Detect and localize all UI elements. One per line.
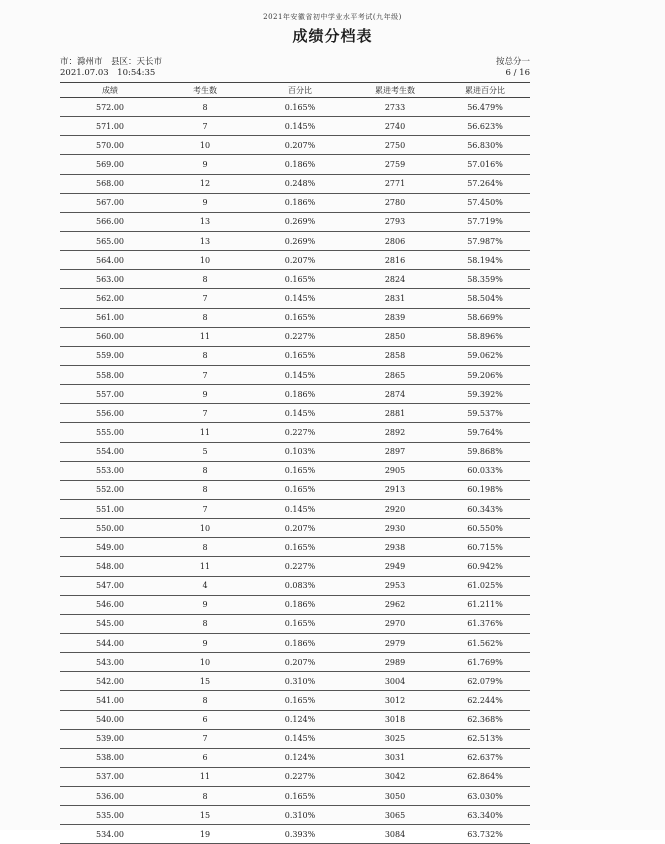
percent-cell: 0.207% [284,140,316,150]
percent-cell: 0.145% [284,504,316,514]
percent-cell: 0.227% [284,772,316,782]
percent-cell: 0.145% [284,293,316,303]
count-cell: 10 [199,523,211,533]
score-cell: 569.00 [96,159,124,169]
count-cell: 10 [199,140,211,150]
table-row [60,155,530,174]
table-row [60,462,530,481]
count-cell: 5 [202,447,208,457]
percent-cell: 0.165% [284,102,316,112]
cumulative-percent-cell: 59.764% [467,427,503,437]
score-cell: 559.00 [96,351,124,361]
cumulative-count-cell: 3065 [384,810,406,820]
cumulative-count-cell: 2793 [384,217,406,227]
count-cell: 15 [199,810,211,820]
cumulative-count-cell: 3050 [384,791,406,801]
percent-cell: 0.083% [284,581,316,591]
cumulative-count-cell: 3042 [384,772,406,782]
cumulative-percent-cell: 60.033% [467,466,503,476]
cumulative-percent-cell: 58.359% [467,274,503,284]
header-cumulative-count: 累进考生数 [375,85,415,95]
percent-cell: 0.165% [284,351,316,361]
cumulative-percent-cell: 58.896% [467,332,503,342]
table-row [60,596,530,615]
count-cell: 8 [202,466,208,476]
score-cell: 554.00 [96,447,124,457]
percent-cell: 0.186% [284,600,316,610]
score-cell: 540.00 [96,715,124,725]
table-row [60,194,530,213]
cumulative-count-cell: 3012 [384,695,406,705]
score-cell: 547.00 [96,581,124,591]
percent-cell: 0.145% [284,370,316,380]
percent-cell: 0.248% [284,179,316,189]
table-row [60,749,530,768]
table-row [60,653,530,672]
count-cell: 11 [199,772,211,782]
count-cell: 9 [202,198,208,208]
score-cell: 570.00 [96,140,124,150]
cumulative-count-cell: 2989 [384,657,406,667]
count-cell: 7 [202,408,208,418]
percent-cell: 0.207% [284,657,316,667]
cumulative-count-cell: 2780 [384,198,406,208]
percent-cell: 0.165% [284,274,316,284]
count-cell: 9 [202,638,208,648]
cumulative-count-cell: 2913 [384,485,406,495]
percent-cell: 0.165% [284,485,316,495]
percent-cell: 0.124% [284,715,316,725]
score-cell: 564.00 [96,255,124,265]
cumulative-percent-cell: 61.562% [467,638,503,648]
score-cell: 536.00 [96,791,124,801]
count-cell: 7 [202,293,208,303]
percent-cell: 0.269% [284,236,316,246]
percent-cell: 0.186% [284,198,316,208]
count-cell: 4 [202,581,208,591]
cumulative-percent-cell: 57.264% [467,179,503,189]
cumulative-percent-cell: 62.864% [467,772,503,782]
count-cell: 6 [202,753,208,763]
header-score: 成绩 [102,85,118,95]
count-cell: 7 [202,504,208,514]
percent-cell: 0.310% [284,676,316,686]
table-row [60,519,530,538]
percent-cell: 0.310% [284,810,316,820]
count-cell: 7 [202,121,208,131]
cumulative-count-cell: 2953 [384,581,406,591]
cumulative-percent-cell: 60.942% [467,561,503,571]
location-label: 市：滁州市 县区：天长市 [60,57,163,67]
cumulative-percent-cell: 63.030% [467,791,503,801]
cumulative-count-cell: 2905 [384,466,406,476]
cumulative-count-cell: 2881 [384,408,406,418]
table-row [60,289,530,308]
table-row [60,730,530,749]
cumulative-count-cell: 2897 [384,447,406,457]
percent-cell: 0.145% [284,121,316,131]
header-cumulative-percent: 累进百分比 [465,85,505,95]
table-row [60,366,530,385]
table-row [60,691,530,710]
page-number: 6 / 16 [505,68,530,78]
cumulative-percent-cell: 62.079% [467,676,503,686]
cumulative-percent-cell: 60.715% [467,542,503,552]
table-row [60,423,530,442]
table-row [60,385,530,404]
cumulative-count-cell: 3031 [384,753,406,763]
cumulative-percent-cell: 61.025% [467,581,503,591]
cumulative-percent-cell: 62.368% [467,715,503,725]
count-cell: 8 [202,542,208,552]
table-row [60,98,530,117]
count-cell: 8 [202,313,208,323]
meta-right [496,57,530,79]
table-row [60,634,530,653]
percent-cell: 0.145% [284,734,316,744]
score-cell: 543.00 [96,657,124,667]
cumulative-percent-cell: 57.987% [467,236,503,246]
table-row [60,615,530,634]
table-row [60,328,530,347]
score-cell: 537.00 [96,772,124,782]
cumulative-count-cell: 3025 [384,734,406,744]
score-cell: 560.00 [96,332,124,342]
count-cell: 8 [202,102,208,112]
percent-cell: 0.165% [284,542,316,552]
score-cell: 563.00 [96,274,124,284]
cumulative-percent-cell: 59.392% [467,389,503,399]
meta-left [60,57,162,79]
score-cell: 558.00 [96,370,124,380]
score-cell: 555.00 [96,427,124,437]
cumulative-percent-cell: 56.830% [467,140,503,150]
score-cell: 571.00 [96,121,124,131]
count-cell: 15 [199,676,211,686]
percent-cell: 0.165% [284,466,316,476]
cumulative-percent-cell: 63.340% [467,810,503,820]
count-cell: 9 [202,600,208,610]
count-cell: 11 [199,561,211,571]
table-row [60,309,530,328]
cumulative-count-cell: 2930 [384,523,406,533]
cumulative-percent-cell: 58.504% [467,293,503,303]
cumulative-count-cell: 3018 [384,715,406,725]
table-row [60,481,530,500]
table-row [60,806,530,825]
score-cell: 552.00 [96,485,124,495]
table-row [60,825,530,844]
cumulative-count-cell: 2806 [384,236,406,246]
score-cell: 557.00 [96,389,124,399]
score-cell: 561.00 [96,313,124,323]
score-cell: 538.00 [96,753,124,763]
table-row [60,347,530,366]
cumulative-count-cell: 3004 [384,676,406,686]
score-cell: 539.00 [96,734,124,744]
cumulative-percent-cell: 59.206% [467,370,503,380]
table-row [60,270,530,289]
percent-cell: 0.165% [284,695,316,705]
count-cell: 13 [199,236,211,246]
cumulative-percent-cell: 62.637% [467,753,503,763]
page-title: 成绩分档表 [292,27,373,45]
percent-cell: 0.165% [284,791,316,801]
cumulative-count-cell: 2733 [384,102,406,112]
percent-cell: 0.269% [284,217,316,227]
table-row [60,443,530,462]
cumulative-percent-cell: 57.719% [467,217,503,227]
cumulative-percent-cell: 63.732% [467,829,503,839]
cumulative-count-cell: 2740 [384,121,406,131]
score-cell: 546.00 [96,600,124,610]
count-cell: 13 [199,217,211,227]
count-cell: 7 [202,370,208,380]
percent-cell: 0.124% [284,753,316,763]
count-cell: 8 [202,695,208,705]
count-cell: 11 [199,332,211,342]
cumulative-percent-cell: 60.343% [467,504,503,514]
header-count: 考生数 [193,85,217,95]
table-row [60,500,530,519]
cumulative-count-cell: 3084 [384,829,406,839]
count-cell: 12 [199,179,211,189]
cumulative-count-cell: 2771 [384,179,406,189]
score-cell: 542.00 [96,676,124,686]
cumulative-count-cell: 2970 [384,619,406,629]
count-cell: 9 [202,389,208,399]
sort-label: 按总分一 [495,57,530,67]
cumulative-percent-cell: 61.769% [467,657,503,667]
score-cell: 534.00 [96,829,124,839]
table-row [60,577,530,596]
score-cell: 549.00 [96,542,124,552]
table-row [60,538,530,557]
cumulative-percent-cell: 58.194% [467,255,503,265]
cumulative-count-cell: 2874 [384,389,406,399]
print-timestamp: 2021.07.03 10:54:35 [60,68,156,78]
cumulative-percent-cell: 61.211% [467,600,503,610]
percent-cell: 0.165% [284,619,316,629]
count-cell: 7 [202,734,208,744]
count-cell: 8 [202,619,208,629]
cumulative-percent-cell: 56.479% [467,102,503,112]
table-row [60,232,530,251]
count-cell: 8 [202,791,208,801]
table-row [60,672,530,691]
score-cell: 551.00 [96,504,124,514]
table-header-row [60,83,530,98]
cumulative-percent-cell: 62.513% [467,734,503,744]
count-cell: 10 [199,255,211,265]
score-cell: 544.00 [96,638,124,648]
cumulative-percent-cell: 58.669% [467,313,503,323]
cumulative-percent-cell: 60.198% [467,485,503,495]
score-cell: 556.00 [96,408,124,418]
percent-cell: 0.393% [284,829,316,839]
score-cell: 567.00 [96,198,124,208]
cumulative-count-cell: 2824 [384,274,406,284]
count-cell: 11 [199,427,211,437]
table-row [60,711,530,730]
score-cell: 548.00 [96,561,124,571]
percent-cell: 0.227% [284,332,316,342]
table-row [60,404,530,423]
cumulative-count-cell: 2839 [384,313,406,323]
percent-cell: 0.227% [284,561,316,571]
count-cell: 6 [202,715,208,725]
count-cell: 10 [199,657,211,667]
cumulative-count-cell: 2892 [384,427,406,437]
percent-cell: 0.103% [284,447,316,457]
exam-title: 2021年安徽省初中学业水平考试(九年级) [263,13,402,21]
score-cell: 562.00 [96,293,124,303]
cumulative-count-cell: 2850 [384,332,406,342]
cumulative-count-cell: 2750 [384,140,406,150]
cumulative-percent-cell: 62.244% [467,695,503,705]
cumulative-count-cell: 2858 [384,351,406,361]
score-table [60,82,530,844]
score-cell: 565.00 [96,236,124,246]
cumulative-percent-cell: 61.376% [467,619,503,629]
percent-cell: 0.207% [284,255,316,265]
score-cell: 550.00 [96,523,124,533]
cumulative-percent-cell: 59.868% [467,447,503,457]
count-cell: 9 [202,159,208,169]
percent-cell: 0.165% [284,313,316,323]
cumulative-percent-cell: 60.550% [467,523,503,533]
cumulative-count-cell: 2816 [384,255,406,265]
score-cell: 541.00 [96,695,124,705]
cumulative-count-cell: 2920 [384,504,406,514]
percent-cell: 0.145% [284,408,316,418]
cumulative-count-cell: 2831 [384,293,406,303]
score-cell: 535.00 [96,810,124,820]
table-row [60,175,530,194]
table-row [60,136,530,155]
table-row [60,251,530,270]
cumulative-count-cell: 2759 [384,159,406,169]
table-row [60,768,530,787]
percent-cell: 0.186% [284,159,316,169]
score-cell: 566.00 [96,217,124,227]
cumulative-percent-cell: 57.016% [467,159,503,169]
percent-cell: 0.207% [284,523,316,533]
table-row [60,787,530,806]
cumulative-percent-cell: 57.450% [467,198,503,208]
cumulative-count-cell: 2865 [384,370,406,380]
count-cell: 8 [202,485,208,495]
score-cell: 568.00 [96,179,124,189]
score-cell: 553.00 [96,466,124,476]
cumulative-percent-cell: 59.062% [467,351,503,361]
score-cell: 545.00 [96,619,124,629]
percent-cell: 0.186% [284,389,316,399]
count-cell: 8 [202,274,208,284]
percent-cell: 0.227% [284,427,316,437]
cumulative-percent-cell: 59.537% [467,408,503,418]
cumulative-count-cell: 2938 [384,542,406,552]
cumulative-count-cell: 2962 [384,600,406,610]
table-row [60,213,530,232]
cumulative-count-cell: 2979 [384,638,406,648]
cumulative-percent-cell: 56.623% [467,121,503,131]
table-row [60,117,530,136]
count-cell: 19 [199,829,211,839]
table-row [60,557,530,576]
header-percent: 百分比 [288,85,312,95]
count-cell: 8 [202,351,208,361]
cumulative-count-cell: 2949 [384,561,406,571]
percent-cell: 0.186% [284,638,316,648]
score-cell: 572.00 [96,102,124,112]
